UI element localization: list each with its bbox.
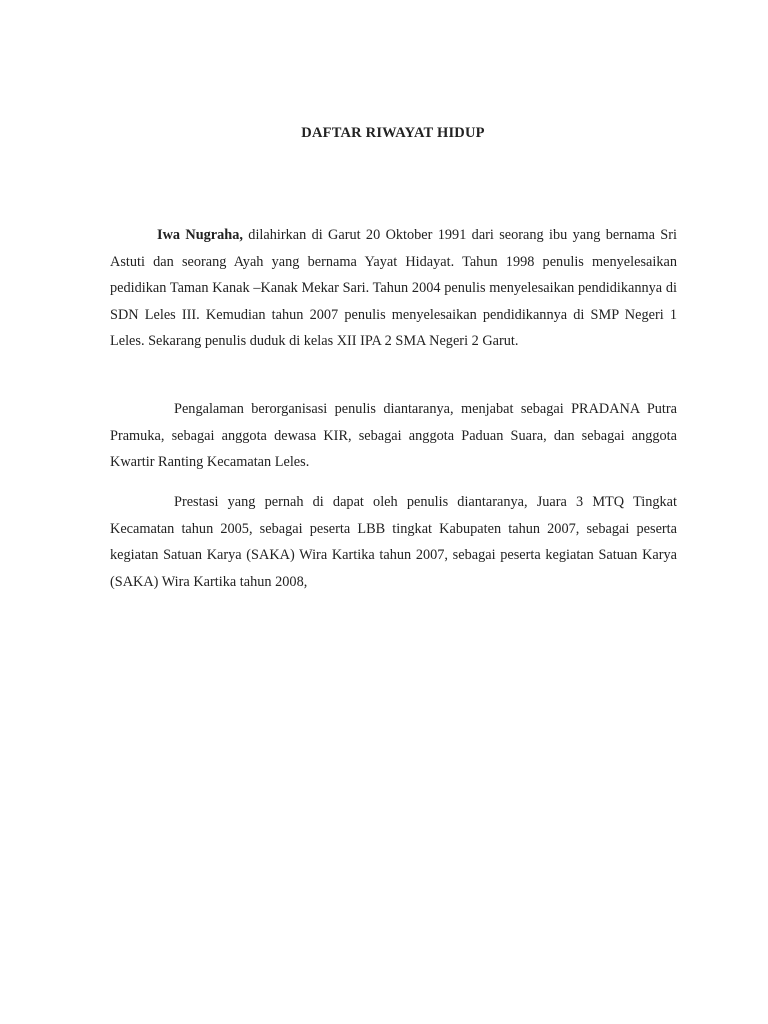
paragraph-organization: Pengalaman berorganisasi penulis diantaranya, menjabat sebagai PRADANA Putra Pramuka, sebagai anggota dewasa KIR, sebagai anggota Paduan Suara, dan sebagai anggota Kwartir Ranting Kecamatan Leles. xyxy=(110,401,677,470)
paragraph-biography-text: dilahirkan di Garut 20 Oktober 1991 dari seorang ibu yang bernama Sri Astuti dan seorang Ayah yang bernama Yayat Hidayat. Tahun 1998 penulis menyelesaikan pedidikan Taman Kanak –Kanak Mekar Sari. Tahun 2004 penulis menyelesaikan pendidikannya di SDN Leles III. Kemudian tahun 2007 penulis menyelesaikan pendidikannya di SMP Negeri 1 Leles. Sekarang penulis duduk di kelas XII IPA 2 SMA Negeri 2 Garut. xyxy=(110,227,677,349)
paragraph-biography xyxy=(110,222,677,355)
author-name: Iwa Nugraha, xyxy=(157,227,243,243)
paragraph-achievements: Prestasi yang pernah di dapat oleh penulis diantaranya, Juara 3 MTQ Tingkat Kecamatan tahun 2005, sebagai peserta LBB tingkat Kabupaten tahun 2007, sebagai peserta kegiatan Satuan Karya (SAKA) Wira Kartika tahun 2007, sebagai peserta kegiatan Satuan Karya (SAKA) Wira Kartika tahun 2008, xyxy=(110,494,677,590)
document-title: DAFTAR RIWAYAT HIDUP xyxy=(301,125,485,141)
